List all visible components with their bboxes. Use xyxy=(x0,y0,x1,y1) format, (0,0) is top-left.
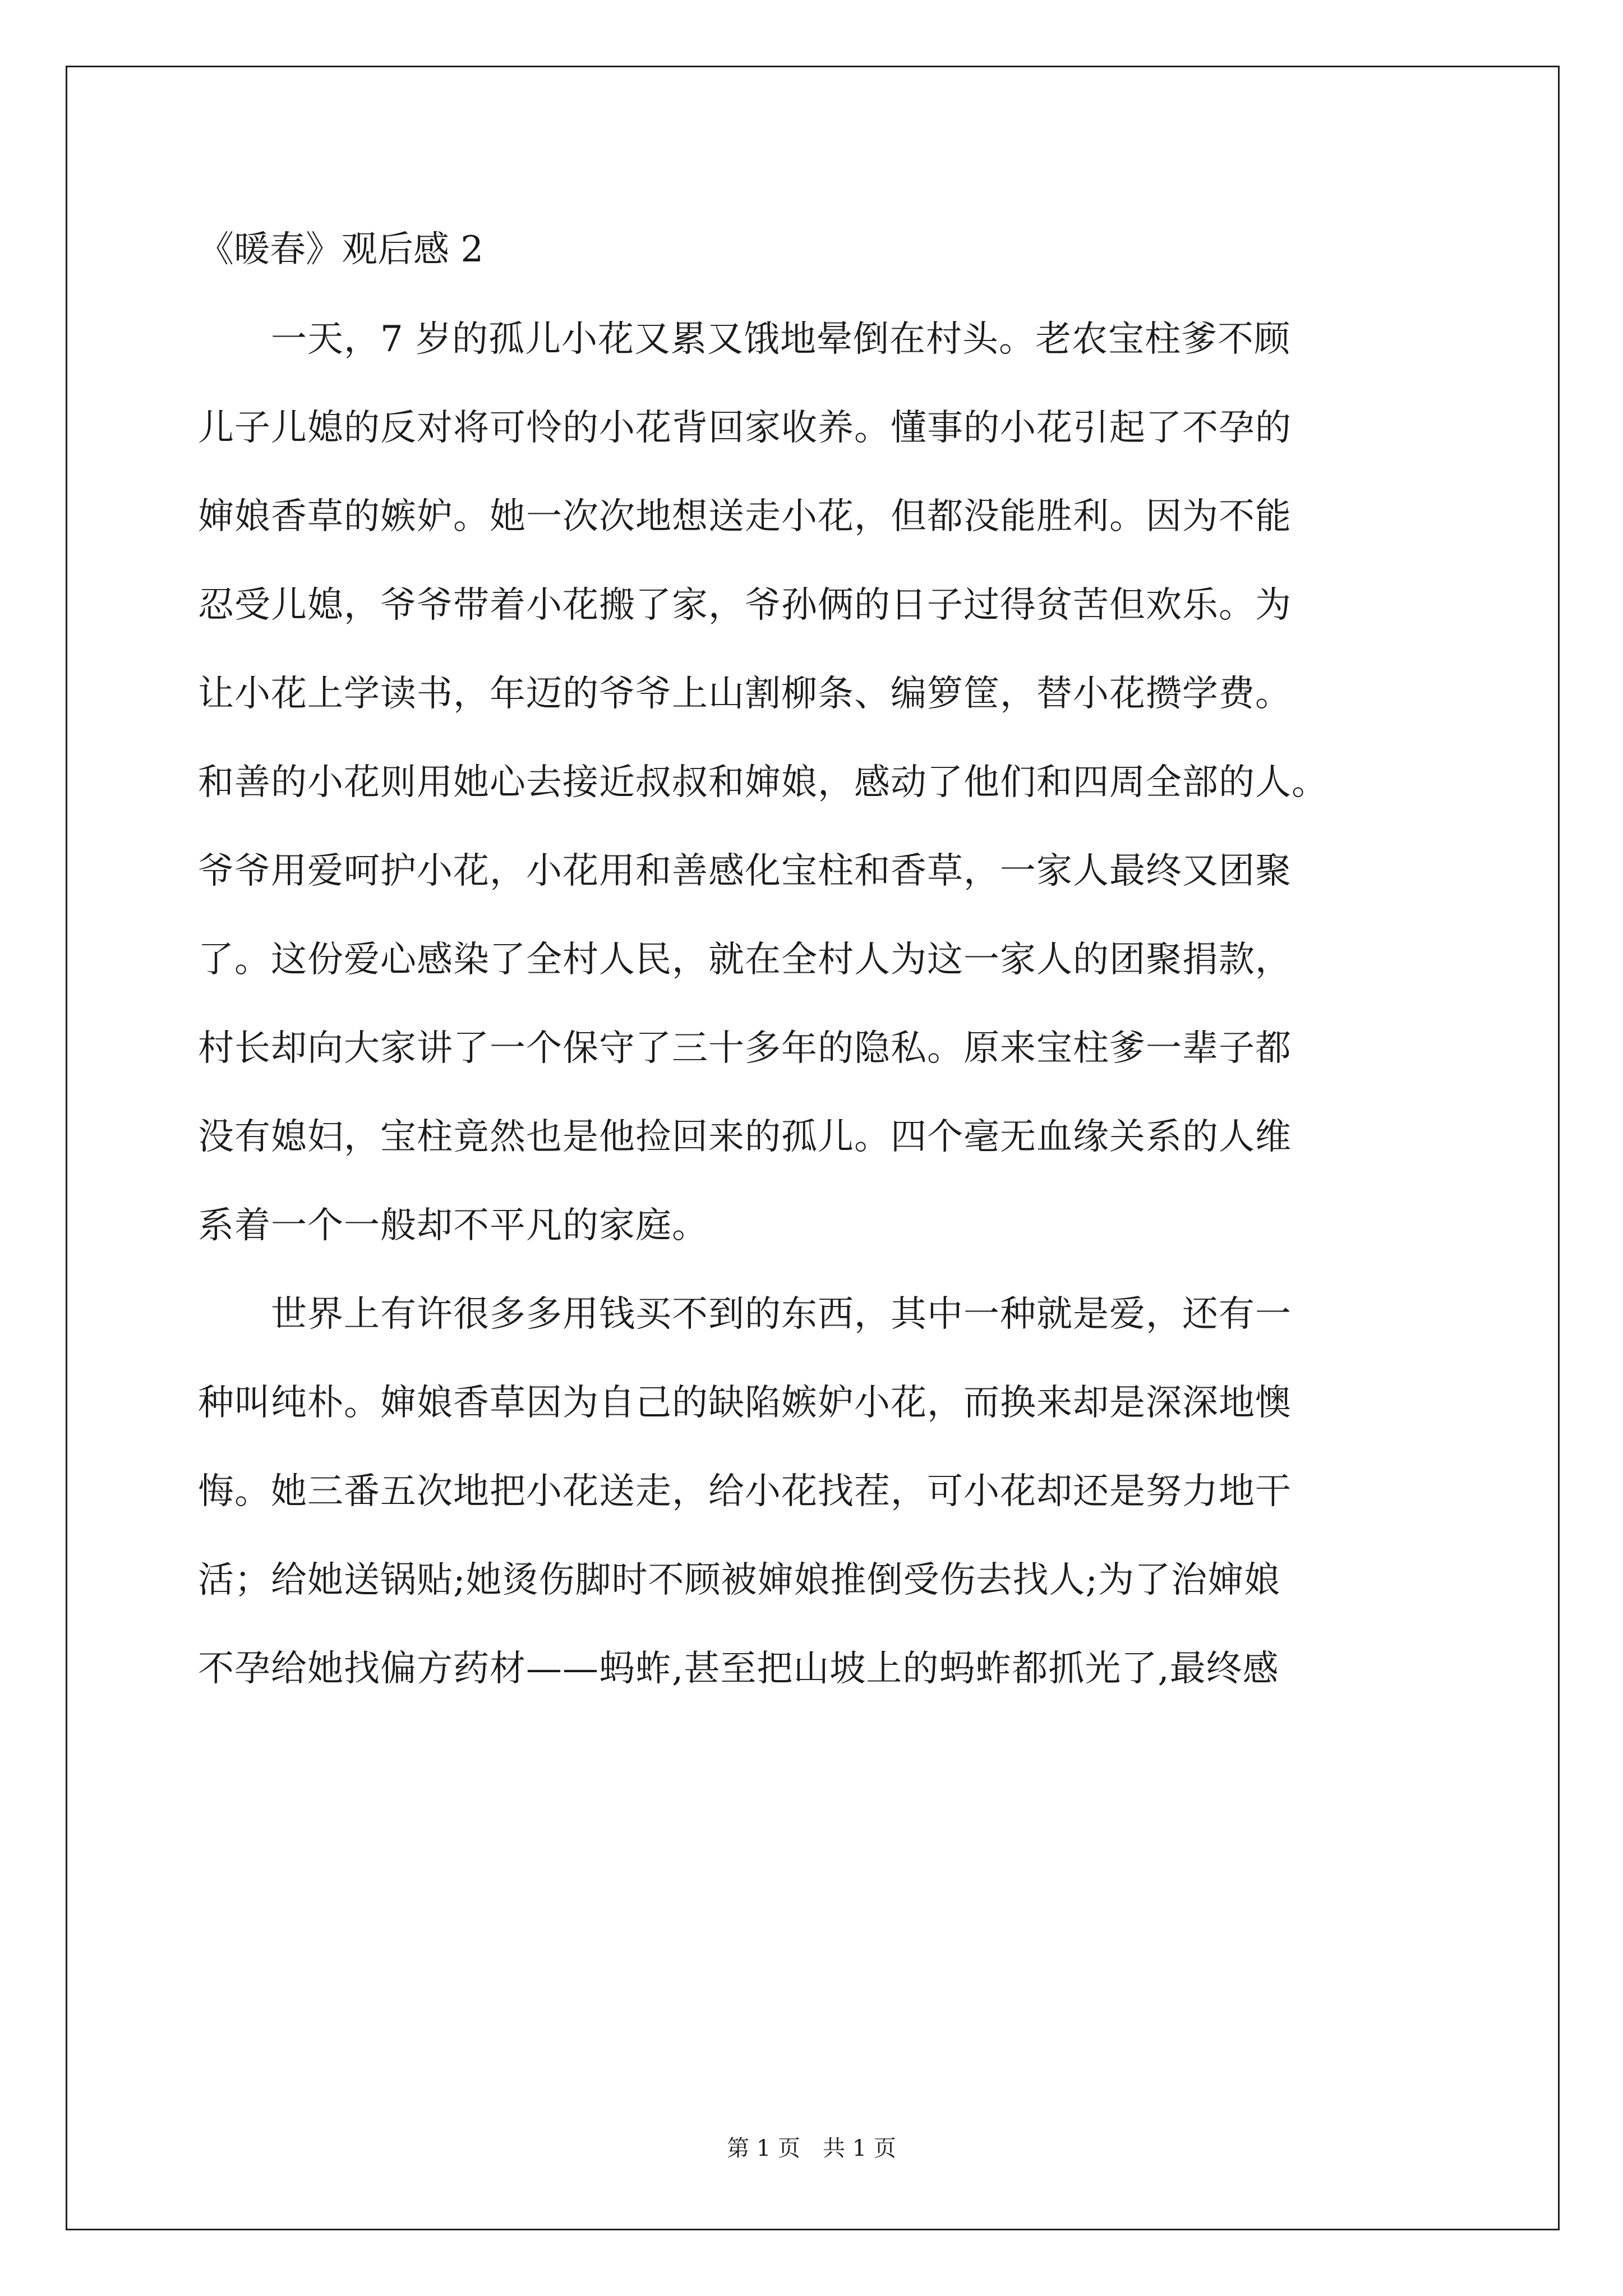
document-title: 《暖春》观后感 2 xyxy=(198,229,484,270)
paragraph-2-line: 世界上有许很多多用钱买不到的东西，其中一种就是爱，还有一 xyxy=(198,1294,1292,1335)
paragraph-1-line: 了。这份爱心感染了全村人民，就在全村人为这一家人的团聚捐款， xyxy=(198,939,1292,981)
paragraph-2-line: 不孕给她找偏方药材——蚂蚱,甚至把山坡上的蚂蚱都抓光了,最终感 xyxy=(198,1648,1279,1690)
paragraph-1-line: 和善的小花则用她心去接近叔叔和婶娘，感动了他们和四周全部的人。 xyxy=(198,762,1328,803)
paragraph-1-line: 系着一个一般却不平凡的家庭。 xyxy=(198,1205,708,1246)
paragraph-1-line: 村长却向大家讲了一个保守了三十多年的隐私。原来宝柱爹一辈子都 xyxy=(198,1028,1292,1069)
paragraph-1-line: 儿子儿媳的反对将可怜的小花背回家收养。懂事的小花引起了不孕的 xyxy=(198,407,1292,449)
paragraph-1-line: 没有媳妇，宝柱竟然也是他捡回来的孤儿。四个毫无血缘关系的人维 xyxy=(198,1116,1292,1158)
paragraph-1-line: 忍受儿媳，爷爷带着小花搬了家，爷孙俩的日子过得贫苦但欢乐。为 xyxy=(198,585,1292,626)
paragraph-1-line: 婶娘香草的嫉妒。她一次次地想送走小花，但都没能胜利。因为不能 xyxy=(198,496,1292,537)
paragraph-1-line: 一天，7 岁的孤儿小花又累又饿地晕倒在村头。老农宝柱爹不顾 xyxy=(198,319,1291,360)
paragraph-2-line: 种叫纯朴。婶娘香草因为自己的缺陷嫉妒小花，而换来却是深深地懊 xyxy=(198,1382,1292,1424)
paragraph-2-line: 悔。她三番五次地把小花送走，给小花找茬，可小花却还是努力地干 xyxy=(198,1471,1292,1512)
page-number-footer: 第 1 页 共 1 页 xyxy=(727,2136,896,2161)
paragraph-2-line: 活；给她送锅贴;她烫伤脚时不顾被婶娘推倒受伤去找人;为了治婶娘 xyxy=(198,1559,1281,1601)
paragraph-1-line: 让小花上学读书，年迈的爷爷上山割柳条、编箩筐，替小花攒学费。 xyxy=(198,673,1292,715)
paragraph-1-line: 爷爷用爱呵护小花，小花用和善感化宝柱和香草，一家人最终又团聚 xyxy=(198,850,1292,892)
